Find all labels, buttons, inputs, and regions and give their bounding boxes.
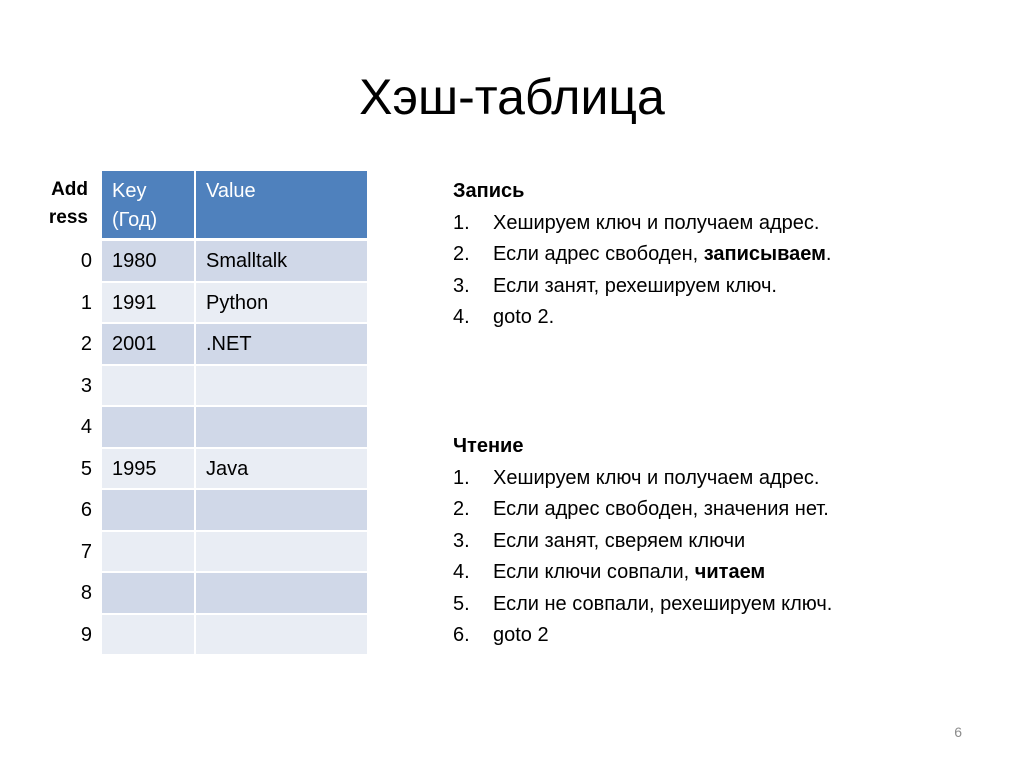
list-item-text <box>493 239 831 271</box>
write-list-item <box>453 271 831 303</box>
list-item-text <box>493 557 765 589</box>
key-cell: 1995 <box>102 449 196 491</box>
table-row <box>102 532 367 574</box>
write-title: Запись <box>453 180 525 202</box>
list-item-text-main: Если занят, рехешируем ключ. <box>493 274 777 297</box>
read-list-item <box>453 557 832 589</box>
address-cell: 0 <box>80 250 92 272</box>
list-item-text <box>493 620 549 652</box>
list-item-number: 2. <box>453 498 470 520</box>
list-item-text-main: Если адрес свободен, <box>493 243 704 265</box>
address-column <box>34 171 94 656</box>
address-cell: 4 <box>80 416 92 438</box>
value-cell <box>196 407 367 449</box>
list-item-number: 4. <box>453 561 470 583</box>
list-item-number: 4. <box>453 306 470 328</box>
list-item-text-main: Хешируем ключ и получаем адрес. <box>493 211 820 234</box>
key-cell: 1991 <box>102 283 196 325</box>
list-item-text-after: . <box>825 243 832 265</box>
list-item-text <box>493 271 777 303</box>
key-cell <box>102 532 196 574</box>
value-cell <box>196 366 367 408</box>
table-row <box>102 324 367 366</box>
address-cell: 2 <box>80 333 92 355</box>
read-list-item <box>453 589 832 621</box>
list-item-text-main: Хешируем ключ и получаем адрес. <box>493 466 820 489</box>
key-cell <box>102 573 196 615</box>
list-item-text <box>493 526 745 558</box>
value-cell: Smalltalk <box>196 241 367 283</box>
address-cell: 5 <box>80 457 92 480</box>
list-item-text <box>493 302 554 334</box>
list-item-text-main: Если не совпали, рехешируем ключ. <box>493 592 833 615</box>
list-item-text-main: Если адрес свободен, значения нет. <box>493 498 829 520</box>
write-block <box>453 176 831 334</box>
value-cell <box>196 532 367 574</box>
key-cell <box>102 366 196 408</box>
read-list-item <box>453 463 832 495</box>
address-header-line1: Add <box>51 179 88 200</box>
value-cell: Python <box>196 283 367 325</box>
key-cell: 1980 <box>102 241 196 283</box>
read-block <box>453 431 832 652</box>
read-list-item <box>453 526 832 558</box>
write-list-item <box>453 208 831 240</box>
table-row <box>102 283 367 325</box>
address-cell: 9 <box>80 623 92 646</box>
list-item-text-main: goto 2 <box>493 624 549 646</box>
table-row <box>102 490 367 532</box>
address-cell: 6 <box>80 499 92 521</box>
slide-title: Хэш-таблица <box>359 69 665 125</box>
list-item-number: 3. <box>453 529 470 552</box>
table-row <box>102 573 367 615</box>
key-cell <box>102 615 196 657</box>
value-cell <box>196 615 367 657</box>
value-cell <box>196 573 367 615</box>
read-list-item <box>453 494 832 526</box>
value-cell <box>196 490 367 532</box>
address-header-line2: ress <box>48 207 88 228</box>
list-item-text-main: Если занят, сверяем ключи <box>493 529 746 552</box>
address-header <box>34 171 94 241</box>
table-row <box>102 241 367 283</box>
value-cell: .NET <box>196 324 367 366</box>
list-item-number: 3. <box>453 274 470 297</box>
key-header-line2: (Год) <box>112 209 158 231</box>
list-item-text <box>493 463 819 495</box>
key-cell <box>102 490 196 532</box>
table-row <box>102 366 367 408</box>
hash-table <box>102 171 367 656</box>
list-item-text-main: goto 2. <box>493 306 555 328</box>
table-row <box>102 407 367 449</box>
list-item-text-bold: читаем <box>694 561 766 583</box>
write-list-item <box>453 302 831 334</box>
table-header-row <box>102 171 367 241</box>
list-item-number: 1. <box>453 466 470 489</box>
value-cell: Java <box>196 449 367 491</box>
list-item-text-main: Если ключи совпали, <box>493 561 695 583</box>
read-title: Чтение <box>453 435 524 457</box>
list-item-number: 6. <box>453 624 470 646</box>
key-cell <box>102 407 196 449</box>
key-header <box>102 171 196 241</box>
address-cell: 3 <box>80 374 92 397</box>
value-header-text: Value <box>206 180 256 202</box>
address-cell: 8 <box>80 582 92 604</box>
page-number: 6 <box>954 724 962 740</box>
key-header-line1: Key <box>112 180 147 202</box>
address-cell: 7 <box>80 540 92 563</box>
read-list-item <box>453 620 832 652</box>
key-cell: 2001 <box>102 324 196 366</box>
list-item-text-bold: записываем <box>703 243 826 265</box>
table-row <box>102 449 367 491</box>
list-item-number: 2. <box>453 243 470 265</box>
write-list-item <box>453 239 831 271</box>
value-header <box>196 171 367 241</box>
list-item-number: 5. <box>453 592 470 615</box>
list-item-text <box>493 494 829 526</box>
table-row <box>102 615 367 657</box>
address-cell: 1 <box>80 291 92 314</box>
list-item-number: 1. <box>453 211 470 234</box>
list-item-text <box>493 208 819 240</box>
list-item-text <box>493 589 832 621</box>
